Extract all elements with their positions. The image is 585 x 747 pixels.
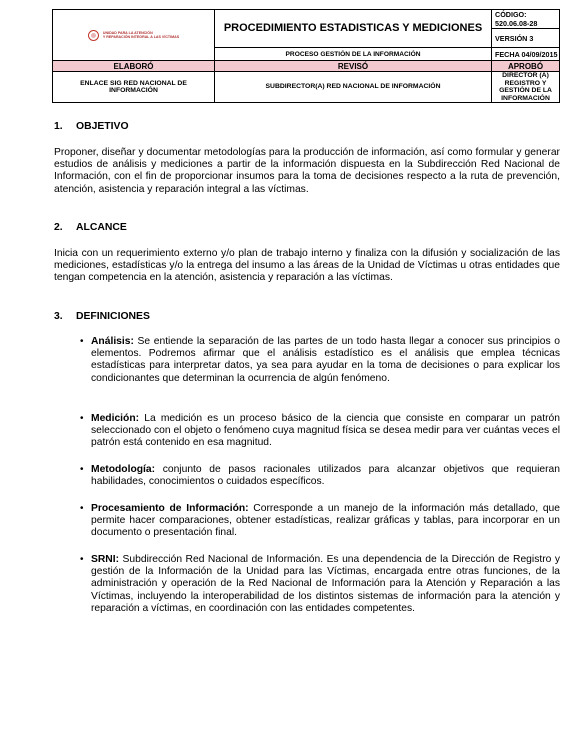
section-heading-objetivo: 1. OBJETIVO [54,121,129,132]
process-name: PROCESO GESTIÓN DE LA INFORMACIÓN [215,48,492,61]
coat-of-arms-icon [88,30,99,41]
definition-srni: SRNI: Subdirección Red Nacional de Información. Es una dependencia de la Dirección de Registro y gestión de la Información de la Unidad para las Víctimas, encargada entre otras funciones, de la administración y operación de la Red Nacional de Información para la Atención y Reparación a las Víctimas, incluyendo la interoperabilidad de los distintos sistemas de información para la atención y reparación a víctimas, en coordinación con las entidades competentes. [91,554,560,614]
alcance-paragraph: Inicia con un requerimiento externo y/o plan de trabajo interno y finaliza con la difusión y socialización de las mediciones, estadísticas y/o la entrega del insumo a las áreas de la Unidad de Víctimas u otras entidades que tengan competencia en la atención, asistencia y reparación a las víctimas. [54,248,560,284]
document-date: FECHA 04/09/2015 [492,48,560,61]
bullet: • [80,464,84,475]
document-header-table [52,9,560,103]
definition-procesamiento: Procesamiento de Información: Corresponde a un manejo de la información más detallado, que permite hacer comparaciones, obtener estadísticas, realizar gráficas y tablas, para incorporar en un documento o presentación final. [91,503,560,539]
definition-medicion: Medición: La medición es un proceso básico de la ciencia que consiste en comparar un patrón seleccionado con el objeto o fenómeno cuya magnitud física se desea medir para ver cuántas veces el patrón está contenido en esa magnitud. [91,413,560,449]
definition-analisis: Análisis: Se entiende la separación de las partes de un todo hasta llegar a conocer sus principios o elementos. Podremos afirmar que el análisis estadístico es el análisis que emplea técnicas estadísticas para interpretar datos, ya sea para ayudar en la toma de decisiones o para explicar los condicionantes que determinan la ocurrencia de algún fenómeno. [91,336,560,384]
reviso-value: SUBDIRECTOR(A) RED NACIONAL DE INFORMACIÓN [215,72,492,103]
bullet: • [80,413,84,424]
objetivo-paragraph: Proponer, diseñar y documentar metodologías para la producción de información, así como formular y generar estudios de análisis y mediciones a partir de la información dispuesta en la Subdirección Red Nacional de Información, con el fin de proporcionar insumos para la toma de decisiones respecto a la ruta de prevención, atención, asistencia y reparación integral a las víctimas. [54,147,560,195]
section-heading-alcance: 2. ALCANCE [54,222,127,233]
document-code: CÓDIGO: 520.06.08-28 [492,10,560,29]
section-heading-definiciones: 3. DEFINICIONES [54,311,150,322]
bullet: • [80,336,84,347]
aprobo-label: APROBÓ [492,61,560,72]
logo-text: UNIDAD PARA LA ATENCIÓN Y REPARACIÓN INTEGRAL A LAS VÍCTIMAS [102,30,180,39]
elaboro-label: ELABORÓ [53,61,215,72]
logo-cell [53,10,215,61]
aprobo-value: DIRECTOR (A) REGISTRO Y GESTIÓN DE LA INFORMACIÓN [492,72,560,103]
bullet: • [80,554,84,565]
reviso-label: REVISÓ [215,61,492,72]
bullet: • [80,503,84,514]
document-version: VERSIÓN 3 [492,29,560,48]
unidad-victimas-logo [53,10,214,60]
document-title: PROCEDIMIENTO ESTADISTICAS Y MEDICIONES [215,10,492,48]
elaboro-value: ENLACE SIG RED NACIONAL DE INFORMACIÓN [53,72,215,103]
definition-metodologia: Metodología: conjunto de pasos racionales utilizados para alcanzar objetivos que requieran habilidades, conocimientos o cuidados específicos. [91,464,560,488]
